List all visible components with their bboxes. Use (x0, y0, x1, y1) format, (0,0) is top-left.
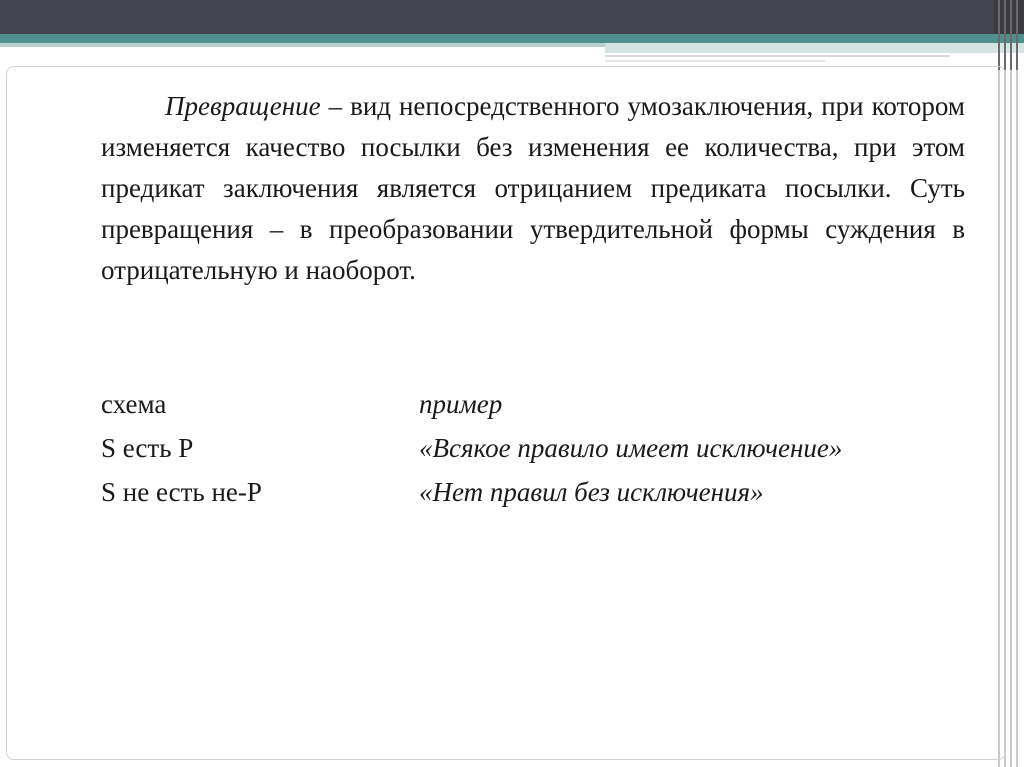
top-grey-line (605, 55, 950, 57)
top-teal-band (0, 34, 1024, 43)
definition-text: – вид непосредственного умозаключения, при котором изменяется качество посылки без изменения ее количества, при этом предикат заключения является отрицанием предиката посылки. Суть превращения – в преобразовании утвердительной формы суждения в отрицательную и наоборот. (101, 91, 965, 285)
top-teal-light-band (0, 43, 605, 47)
example-cell: «Всякое правило имеет исключение» (419, 433, 843, 463)
definition-term: Превращение (165, 91, 321, 121)
scheme-header: схема (101, 389, 167, 419)
table-header-row (101, 382, 981, 426)
right-edge-dark-block (994, 0, 1024, 34)
scheme-example-table (101, 382, 981, 514)
top-dark-band (0, 0, 1024, 34)
top-teal-light-band-right (605, 43, 1024, 53)
definition-paragraph (101, 86, 965, 291)
scheme-cell: S не есть не-P (101, 477, 262, 507)
top-grey-line-short (605, 60, 825, 62)
table-row (101, 426, 981, 470)
example-cell: «Нет правил без исключения» (419, 477, 764, 507)
scheme-cell: S есть P (101, 433, 194, 463)
table-row (101, 470, 981, 514)
example-header: пример (419, 389, 503, 419)
